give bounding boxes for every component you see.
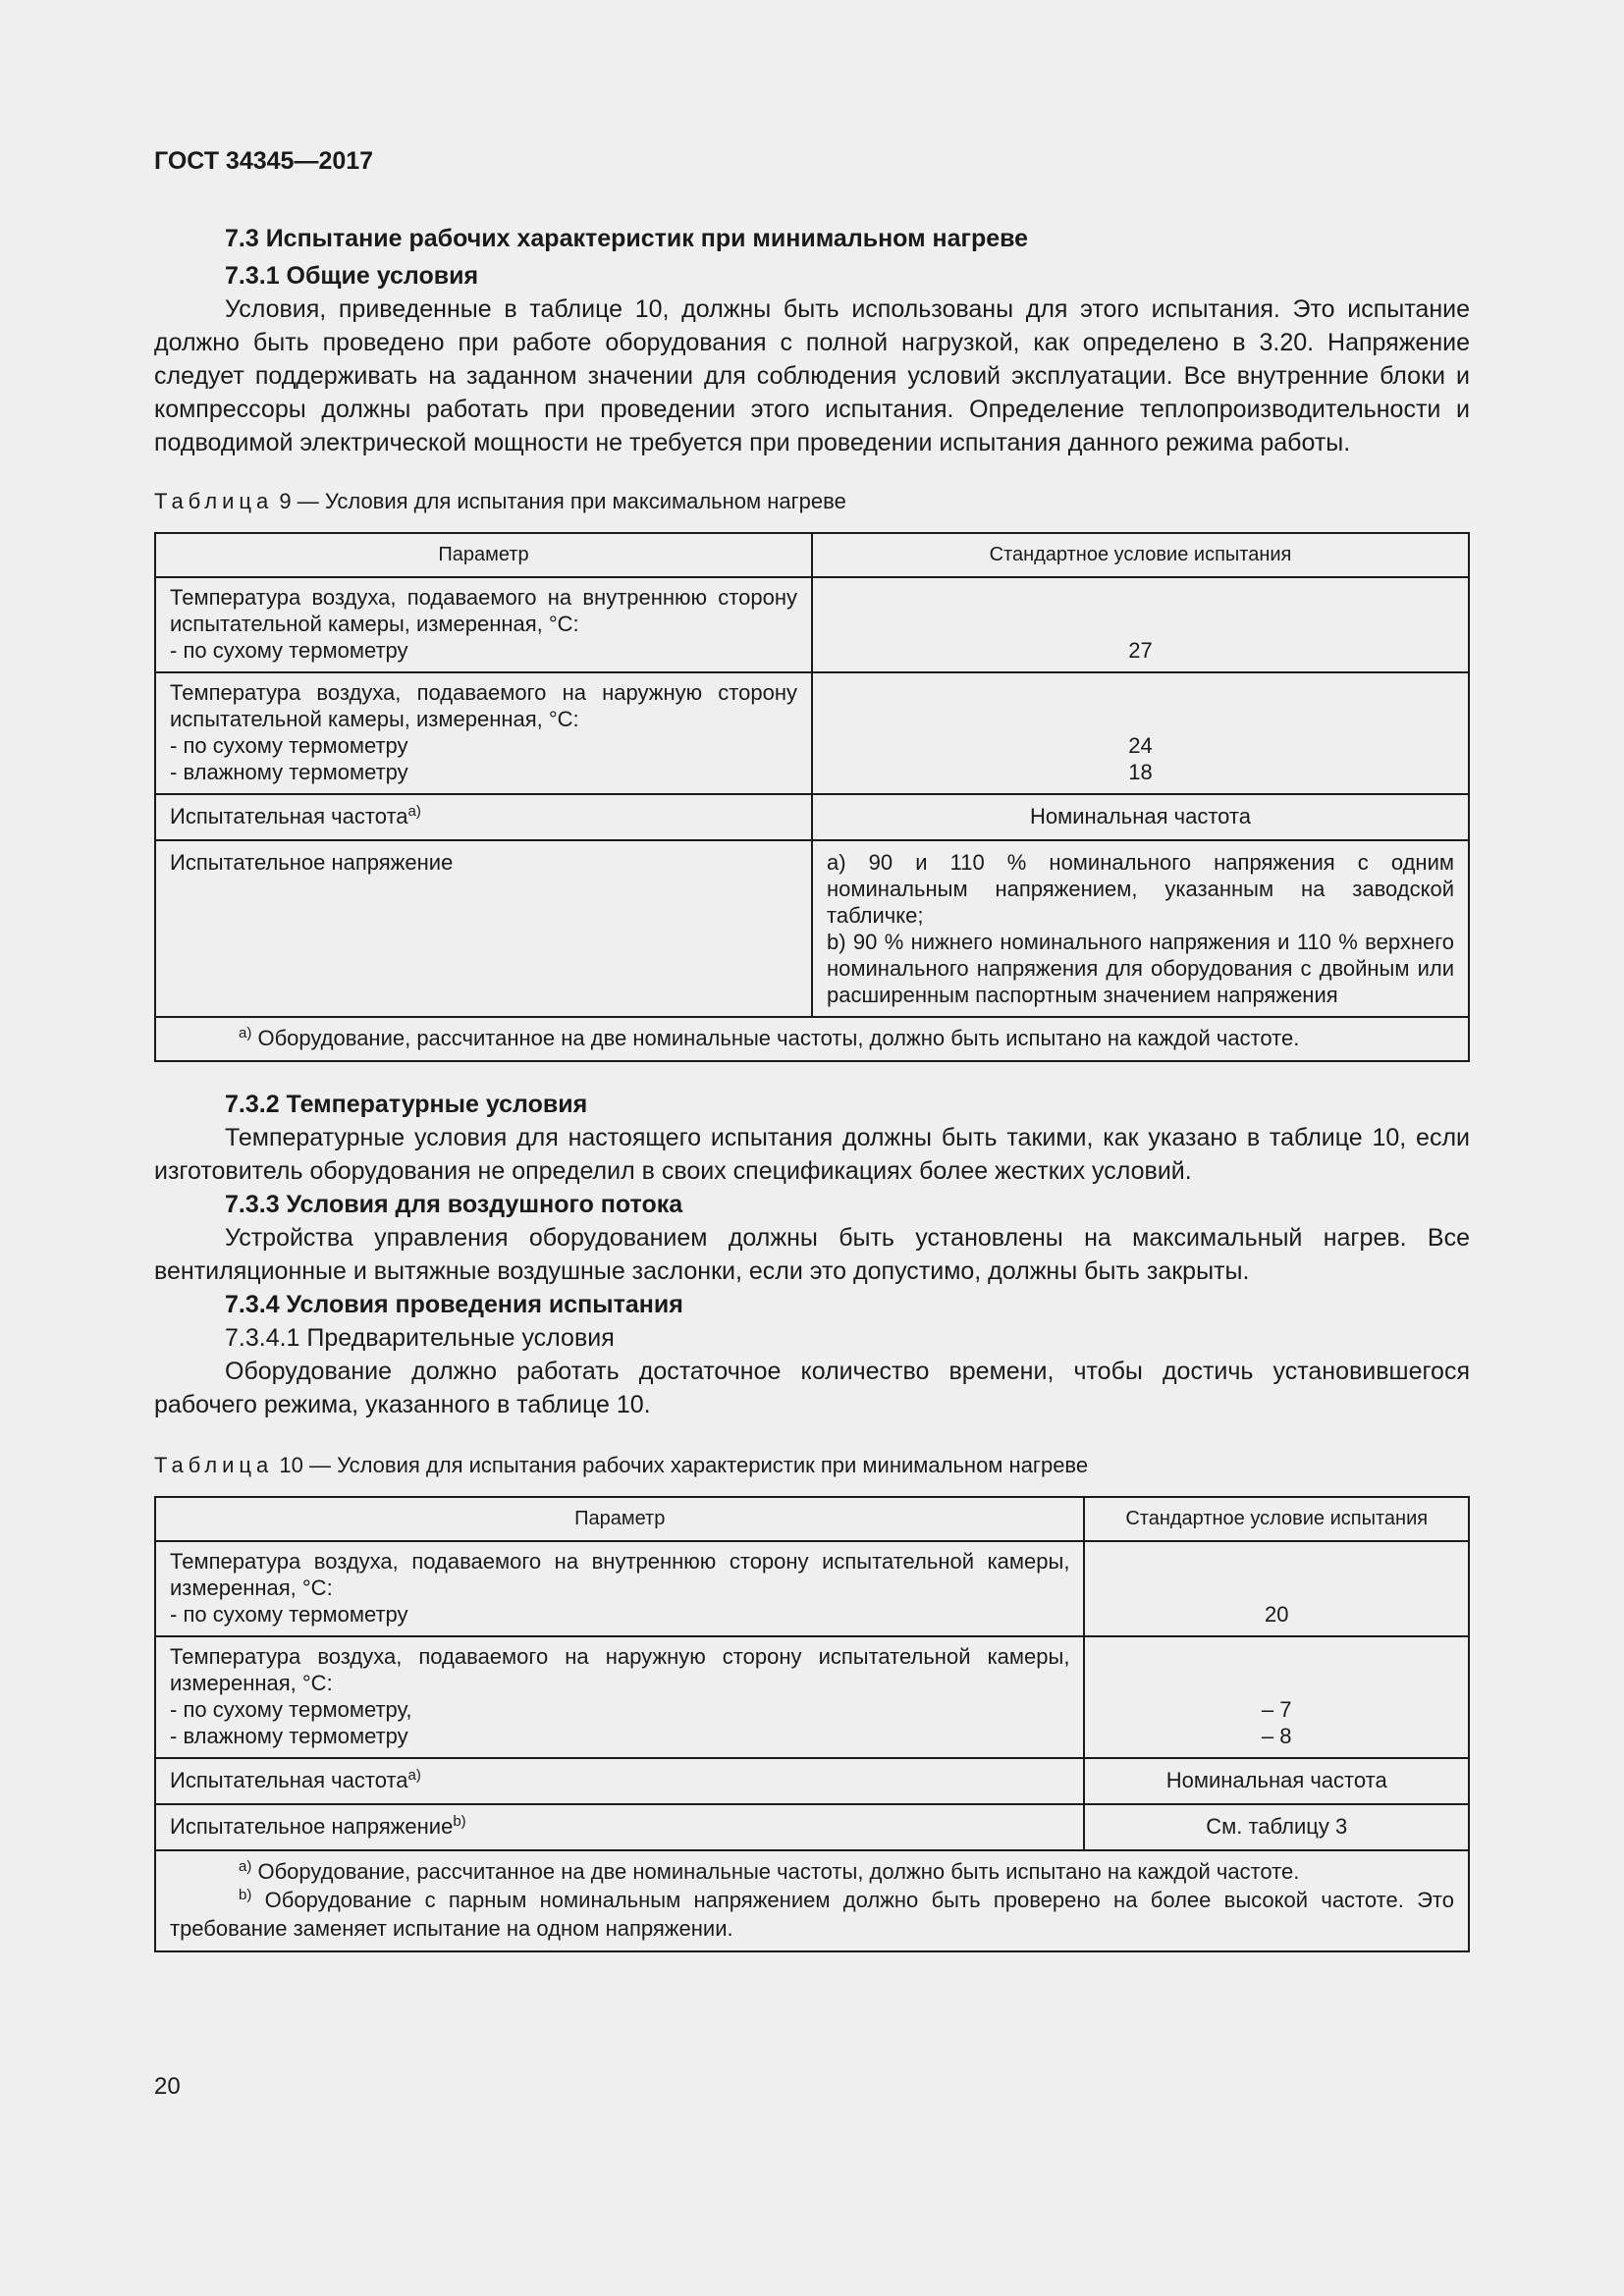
table-9: [154, 532, 1470, 1062]
table-9-col-condition: Стандартное условие испытания: [812, 533, 1469, 577]
table-10-header-row: [155, 1497, 1469, 1541]
table-10-r4-param-text: Испытательное напряжение: [170, 1814, 454, 1839]
section-7-3-4-1-text: Оборудование должно работать достаточное количество времени, чтобы достичь установившегося рабочего режима, указанного в таблице 10.: [154, 1358, 1470, 1418]
table-10-r4-param: [155, 1804, 1084, 1850]
table-10-caption-word: Таблица: [154, 1453, 274, 1477]
table-10-r4-value: См. таблицу 3: [1084, 1804, 1469, 1850]
footnote-mark: a): [407, 1767, 421, 1784]
table-10-caption-text: 10 — Условия для испытания рабочих характеристик при минимальном нагреве: [279, 1453, 1089, 1477]
table-10-r2-value: [1084, 1636, 1469, 1758]
table-10-r2-value-wet: – 8: [1261, 1724, 1292, 1748]
table-10-r2-head: Температура воздуха, подаваемого на наружную сторону испытательной камеры, измеренная, °С:: [170, 1644, 1070, 1695]
footnote-mark: a): [239, 1025, 252, 1041]
table-10-col-param: Параметр: [155, 1497, 1084, 1541]
table-9-footnote: [155, 1017, 1469, 1061]
table-9-r4-value: [812, 840, 1469, 1017]
table-9-footnote-text: Оборудование, рассчитанное на две номинальные частоты, должно быть испытано на каждой частоте.: [257, 1026, 1300, 1050]
table-9-r3-value: Номинальная частота: [812, 794, 1469, 840]
table-row: [155, 1636, 1469, 1758]
table-9-r1-dry: - по сухому термометру: [170, 638, 408, 663]
table-10-r1-value: 20: [1084, 1541, 1469, 1636]
section-7-3-2-title: 7.3.2 Температурные условия: [225, 1091, 588, 1118]
table-9-r3-param: [155, 794, 812, 840]
table-row: [155, 1541, 1469, 1636]
section-7-3-1-title: 7.3.1 Общие условия: [225, 262, 479, 290]
table-row: [155, 1804, 1469, 1850]
table-10-r2-dry: - по сухому термометру,: [170, 1697, 412, 1722]
table-10-footnotes: [155, 1850, 1469, 1951]
table-row: [155, 577, 1469, 672]
table-9-footnote-row: [155, 1017, 1469, 1061]
table-9-r2-head: Температура воздуха, подаваемого на наружную сторону испытательной камеры, измеренная, °С:: [170, 680, 797, 731]
table-9-r2-param: [155, 672, 812, 794]
table-9-r1-param: [155, 577, 812, 672]
section-7-3-4-title: 7.3.4 Условия проведения испытания: [225, 1291, 683, 1318]
table-10-r3-param-text: Испытательная частота: [170, 1768, 408, 1792]
table-9-r2-value-dry: 24: [1128, 733, 1153, 758]
table-9-caption: [154, 487, 1470, 516]
page-content: [154, 222, 1470, 1952]
table-10-footnote-a-text: Оборудование, рассчитанное на две номинальные частоты, должно быть испытано на каждой частоте.: [257, 1859, 1300, 1884]
table-10-r2-value-dry: – 7: [1261, 1697, 1292, 1722]
table-row: [155, 1758, 1469, 1804]
table-9-r1-head: Температура воздуха, подаваемого на внутреннюю сторону испытательной камеры, измеренная, °С:: [170, 585, 797, 636]
document-id-header: ГОСТ 34345—2017: [154, 147, 374, 175]
table-10-col-condition: Стандартное условие испытания: [1084, 1497, 1469, 1541]
table-9-r2-value-wet: 18: [1128, 760, 1153, 784]
table-10-footnote-a: [170, 1857, 1454, 1886]
footnote-mark: b): [453, 1813, 466, 1830]
table-10-caption: [154, 1451, 1470, 1480]
section-7-3-3-text: Устройства управления оборудованием должны быть установлены на максимальный нагрев. Все вентиляционные и вытяжные воздушные заслонки, если это допустимо, должны быть закрыты.: [154, 1224, 1470, 1285]
table-10-r3-value: Номинальная частота: [1084, 1758, 1469, 1804]
footnote-mark: a): [239, 1858, 252, 1875]
table-9-header-row: [155, 533, 1469, 577]
table-row: [155, 794, 1469, 840]
section-7-3-1-text: Условия, приведенные в таблице 10, должны быть использованы для этого испытания. Это испытание должно быть проведено при работе оборудования с полной нагрузкой, как определено в 3.20. Напряжение следует поддерживать на заданном значении для соблюдения условий эксплуатации. Все внутренние блоки и компрессоры должны работать при проведении этого испытания. Определение теплопроизводительности и подводимой электрической мощности не требуется при проведении испытания данного режима работы.: [154, 295, 1470, 456]
table-10-r2-param: [155, 1636, 1084, 1758]
table-9-r2-dry: - по сухому термометру: [170, 733, 408, 758]
table-9-col-param: Параметр: [155, 533, 812, 577]
table-10-r1-head: Температура воздуха, подаваемого на внутреннюю сторону испытательной камеры, измеренная, °С:: [170, 1549, 1070, 1600]
table-9-r4-param: Испытательное напряжение: [155, 840, 812, 1017]
table-10-footnote-b: [170, 1886, 1454, 1943]
table-10-r1-param: [155, 1541, 1084, 1636]
table-9-r4-value-a: a) 90 и 110 % номинального напряжения с одним номинальным напряжением, указанным на заводской табличке;: [827, 850, 1454, 928]
footnote-mark: b): [239, 1887, 252, 1903]
table-9-r2-wet: - влажному термометру: [170, 760, 408, 784]
table-10-footnote-row: [155, 1850, 1469, 1951]
table-9-r4-value-b: b) 90 % нижнего номинального напряжения и 110 % верхнего номинального напряжения для оборудования с двойным или расширенным паспортным значением напряжения: [827, 930, 1454, 1007]
section-7-3-title: 7.3 Испытание рабочих характеристик при минимальном нагреве: [225, 225, 1029, 252]
footnote-mark: a): [407, 803, 421, 820]
page-number: 20: [154, 2073, 181, 2100]
table-10-r2-wet: - влажному термометру: [170, 1724, 408, 1748]
table-9-r2-value: [812, 672, 1469, 794]
table-10-r3-param: [155, 1758, 1084, 1804]
table-row: [155, 840, 1469, 1017]
table-9-r1-value: 27: [812, 577, 1469, 672]
table-row: [155, 672, 1469, 794]
section-7-3-4-1-title: 7.3.4.1 Предварительные условия: [225, 1324, 615, 1352]
table-10-footnote-b-text: Оборудование с парным номинальным напряжением должно быть проверено на более высокой частоте. Это требование заменяет испытание на одном напряжении.: [170, 1888, 1454, 1941]
table-9-r3-param-text: Испытательная частота: [170, 804, 408, 828]
section-7-3-2-text: Температурные условия для настоящего испытания должны быть такими, как указано в таблице 10, если изготовитель оборудования не определил в своих спецификациях более жестких условий.: [154, 1124, 1470, 1185]
table-10: [154, 1496, 1470, 1952]
section-7-3-3-title: 7.3.3 Условия для воздушного потока: [225, 1191, 683, 1218]
table-9-caption-text: 9 — Условия для испытания при максимальном нагреве: [279, 489, 846, 513]
table-9-caption-word: Таблица: [154, 489, 274, 513]
table-10-r1-dry: - по сухому термометру: [170, 1602, 408, 1627]
